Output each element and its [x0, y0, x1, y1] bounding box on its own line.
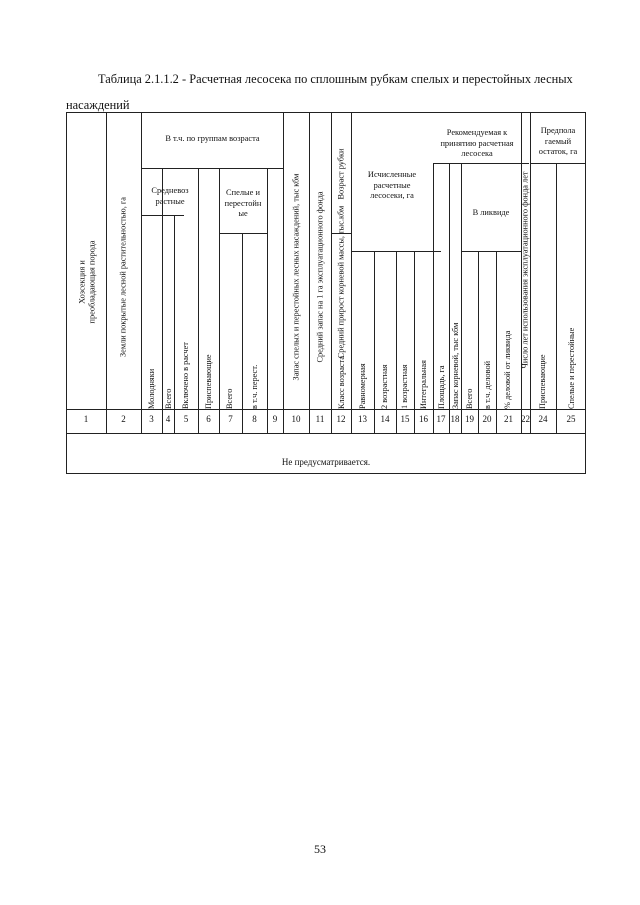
header-prispev2: Приспевающие [538, 354, 547, 409]
header-ploshad: Площадь, га [437, 365, 446, 409]
header-vtch-perest: в т.ч. перест. [250, 364, 259, 409]
header-vozr2: 2 возрастная [380, 364, 389, 409]
col-number: 14 [380, 414, 390, 424]
vline [396, 251, 397, 434]
rule-rekom [433, 163, 529, 164]
vline [162, 168, 163, 434]
col-number: 10 [291, 414, 301, 424]
header-klass-vozrasta: Класс возраста [337, 355, 346, 409]
header-vkl-raschet: Включено в расчет [181, 342, 190, 409]
col-number: 5 [183, 414, 189, 424]
col-number: 20 [482, 414, 492, 424]
header-sredniy-zapas: Средний запас на 1 га эксплуатационного фонда [315, 191, 325, 363]
col-number: 3 [149, 414, 154, 424]
header-molodnyaki: Молодняки [147, 368, 156, 409]
vline [433, 163, 434, 434]
col-number: 11 [315, 414, 325, 424]
col-number: 17 [436, 414, 446, 424]
header-vsego: Всего [164, 388, 173, 409]
header-chislo-let: Число лет использования эксплуатационного фонда лет [520, 171, 530, 369]
vline [141, 112, 142, 434]
col-number: 13 [358, 414, 367, 424]
header-spelye-perest: Спелые и перестойные [567, 327, 576, 409]
header-col2: Земли покрытые лесной растительностью, га [118, 197, 128, 357]
vline [461, 163, 462, 434]
vline [449, 163, 450, 434]
rule-header-bottom [66, 409, 586, 410]
header-spelye: Спелые и перестойн ые [224, 188, 262, 218]
header-zapas-spelyh: Запас спелых и перестойных лесных насаждений, тыс кбм [291, 173, 301, 381]
header-zapas-korn: Запас корневой, тыс кбм [451, 322, 460, 409]
header-sredniy-prirost: Средний прирост корневой массы, тыс.кбм [336, 205, 346, 359]
header-predpol: Предпола гаемый остаток, га [538, 126, 578, 156]
vline [242, 233, 243, 434]
vline [414, 251, 415, 434]
vline [267, 168, 268, 434]
header-vozrast-rubki: Возраст рубки [336, 148, 346, 200]
header-v-likvide: В ликвиде [472, 208, 510, 217]
header-srednevoz: Средневоз растные [151, 186, 189, 206]
col-number: 6 [206, 414, 211, 424]
rule-predpol [530, 163, 586, 164]
header-prispev: Приспевающие [204, 354, 213, 409]
table-border-bottom [66, 473, 586, 474]
col-number: 8 [252, 414, 257, 424]
vline [478, 251, 479, 434]
header-vozr1: 1 возрастная [400, 364, 409, 409]
col-number: 7 [228, 414, 233, 424]
vline [530, 112, 531, 434]
col-number: 1 [83, 414, 89, 424]
col-number: 16 [419, 414, 428, 424]
vline [331, 112, 332, 434]
col-number: 22 [521, 414, 530, 424]
table-border-top [66, 112, 586, 113]
rule-numbers-bottom [66, 433, 586, 434]
col-number: 9 [272, 414, 278, 424]
col-number: 18 [450, 414, 460, 424]
forest-cutting-table [66, 112, 586, 474]
col-number: 19 [465, 414, 474, 424]
col-number: 12 [336, 414, 346, 424]
table-caption: Таблица 2.1.1.2 - Расчетная лесосека по сплошным рубкам спелых и перестойных лесных насаждений [66, 72, 573, 112]
vline [309, 112, 310, 434]
col-number: 25 [566, 414, 576, 424]
vline [556, 163, 557, 434]
header-vsego2: Всего [225, 388, 234, 409]
vline [283, 112, 284, 434]
header-rekom: Рекомендуемая к принятию расчетная лесосека [440, 128, 514, 158]
header-ischisl: Исчисленные расчетные лесосеки, га [367, 170, 417, 200]
col-number: 4 [165, 414, 171, 424]
col-number: 21 [504, 414, 513, 424]
header-col1: Хозсекция и преобладающая порода [77, 240, 96, 324]
header-integralnaya: Интегральная [419, 360, 428, 409]
col-number: 24 [538, 414, 548, 424]
vline [174, 215, 175, 434]
page-number: 53 [314, 842, 326, 856]
col-number: 2 [121, 414, 126, 424]
header-ravnomernaya: Равномерная [358, 363, 367, 409]
vline [374, 251, 375, 434]
vline [198, 168, 199, 434]
header-vsego3: Всего [465, 388, 474, 409]
rule-likvid [461, 251, 521, 252]
vline [351, 112, 352, 434]
header-proc-delovoy: % деловой от ликвида [503, 330, 512, 409]
header-age-groups: В т.ч. по группам возраста [165, 134, 260, 143]
header-vtch-delovoy: в т.ч. деловой [483, 360, 492, 409]
col-number: 15 [400, 414, 410, 424]
vline [106, 112, 107, 434]
table-note: Не предусматривается. [281, 457, 371, 467]
vline [496, 251, 497, 434]
rule-spelye [219, 233, 267, 234]
